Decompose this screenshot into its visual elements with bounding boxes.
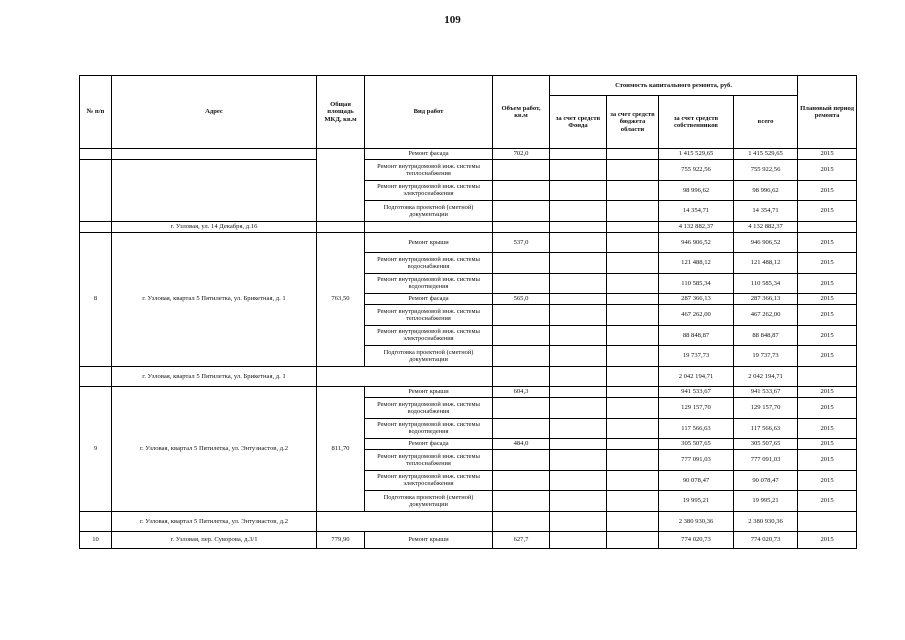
capital-repair-table: [79, 75, 857, 549]
cell-volume: [493, 273, 550, 294]
cell-total: 14 354,71: [734, 201, 798, 222]
cell-budget: [607, 470, 659, 491]
cell-period: 2015: [798, 470, 857, 491]
header-volume: Объем работ, кв.м: [493, 76, 550, 149]
cell-address: г. Узловая, квартал 5 Пятилетка, ул. Брикетная, д. 1: [112, 232, 317, 366]
cell-total: 88 848,87: [734, 325, 798, 346]
cell-area: 811,70: [317, 387, 365, 512]
cell-total: 129 157,70: [734, 398, 798, 419]
cell-owners: 98 996,62: [659, 180, 734, 201]
subtotal-owners: 2 380 930,36: [659, 511, 734, 532]
cell-work: Подготовка проектной (сметной) документации: [365, 201, 493, 222]
cell-budget: [607, 294, 659, 305]
table-row: [80, 387, 857, 398]
cell-fund: [550, 387, 607, 398]
cell-address: г. Узловая, квартал 5 Пятилетка, ул. Энтузиастов, д.2: [112, 387, 317, 512]
row-number: 10: [80, 532, 112, 549]
cell-work: Подготовка проектной (сметной) документации: [365, 346, 493, 367]
subtotal-owners: 4 132 882,37: [659, 221, 734, 232]
cell-area: [317, 149, 365, 222]
cell-volume: 604,3: [493, 387, 550, 398]
row-number: 9: [80, 387, 112, 512]
cell-total: 287 366,13: [734, 294, 798, 305]
header-cost-group: Стоимость капитального ремонта, руб.: [550, 76, 798, 96]
cell-volume: [493, 201, 550, 222]
cell-total: 110 585,34: [734, 273, 798, 294]
cell-work: Ремонт внутридомовой инж. системы водоотведения: [365, 273, 493, 294]
header-work-type: Вид работ: [365, 76, 493, 149]
cell-owners: 941 533,67: [659, 387, 734, 398]
table-row: [80, 160, 857, 181]
subtotal-total: 2 380 930,36: [734, 511, 798, 532]
cell-volume: [493, 180, 550, 201]
cell-work: Ремонт крыши: [365, 387, 493, 398]
cell-fund: [550, 398, 607, 419]
cell-owners: 14 354,71: [659, 201, 734, 222]
cell-address: [112, 160, 317, 222]
cell-period: 2015: [798, 305, 857, 326]
cell-budget: [607, 532, 659, 549]
header-total: всего: [734, 96, 798, 149]
cell-period: 2015: [798, 180, 857, 201]
cell-fund: [550, 221, 607, 232]
header-area: Общая площадь МКД, кв.м: [317, 76, 365, 149]
cell-volume: 627,7: [493, 532, 550, 549]
cell-fund: [550, 439, 607, 450]
cell-num: [80, 221, 112, 232]
cell-work: Ремонт внутридомовой инж. системы теплоснабжения: [365, 450, 493, 471]
subtotal-row: [80, 366, 857, 387]
cell-budget: [607, 149, 659, 160]
cell-owners: 305 507,65: [659, 439, 734, 450]
cell-owners: 117 566,63: [659, 418, 734, 439]
cell-fund: [550, 232, 607, 253]
table-row: [80, 149, 857, 160]
subtotal-total: 2 042 194,71: [734, 366, 798, 387]
cell-work: Ремонт фасада: [365, 149, 493, 160]
cell-total: 121 488,12: [734, 253, 798, 274]
header-owners: за счет средств собственников: [659, 96, 734, 149]
cell-fund: [550, 149, 607, 160]
table-body: [80, 149, 857, 549]
cell-owners: 774 020,73: [659, 532, 734, 549]
cell-owners: 19 995,21: [659, 491, 734, 512]
header-fund: за счет средств Фонда: [550, 96, 607, 149]
cell-num: [80, 160, 112, 222]
cell-fund: [550, 366, 607, 387]
cell-total: 467 262,00: [734, 305, 798, 326]
cell-total: 117 566,63: [734, 418, 798, 439]
cell-num: [80, 511, 112, 532]
cell-period: 2015: [798, 253, 857, 274]
cell-owners: 467 262,00: [659, 305, 734, 326]
table-row: [80, 532, 857, 549]
cell-period: 2015: [798, 418, 857, 439]
cell-total: 941 533,67: [734, 387, 798, 398]
cell-period: 2015: [798, 346, 857, 367]
cell-owners: 287 366,13: [659, 294, 734, 305]
cell-work: Ремонт внутридомовой инж. системы водоснабжения: [365, 253, 493, 274]
cell-period: 2015: [798, 294, 857, 305]
cell-budget: [607, 346, 659, 367]
cell-total: 1 415 529,65: [734, 149, 798, 160]
row-number: 8: [80, 232, 112, 366]
subtotal-row: [80, 511, 857, 532]
cell-work: Ремонт внутридомовой инж. системы электроснабжения: [365, 180, 493, 201]
header-num: № п/п: [80, 76, 112, 149]
cell-work: [365, 221, 493, 232]
cell-address: г. Узловая, пер. Суворова, д.3/1: [112, 532, 317, 549]
cell-period: 2015: [798, 532, 857, 549]
subtotal-address: г. Узловая, квартал 5 Пятилетка, ул. Энтузиастов, д.2: [112, 511, 317, 532]
cell-volume: [493, 160, 550, 181]
cell-fund: [550, 418, 607, 439]
cell-budget: [607, 180, 659, 201]
cell-period: 2015: [798, 450, 857, 471]
page-number: 109: [444, 14, 461, 26]
cell-empty: [317, 366, 493, 387]
cell-budget: [607, 398, 659, 419]
cell-work: Ремонт внутридомовой инж. системы теплоснабжения: [365, 305, 493, 326]
cell-owners: 946 906,52: [659, 232, 734, 253]
cell-fund: [550, 491, 607, 512]
cell-fund: [550, 532, 607, 549]
cell-fund: [550, 180, 607, 201]
cell-address: [112, 149, 317, 160]
cell-budget: [607, 325, 659, 346]
cell-fund: [550, 160, 607, 181]
cell-area: 763,50: [317, 232, 365, 366]
cell-period: 2015: [798, 232, 857, 253]
cell-owners: 1 415 529,65: [659, 149, 734, 160]
header-budget: за счет средств бюджета области: [607, 96, 659, 149]
cell-work: Ремонт внутридомовой инж. системы водоснабжения: [365, 398, 493, 419]
cell-volume: [493, 366, 550, 387]
cell-volume: [493, 418, 550, 439]
cell-total: 774 020,73: [734, 532, 798, 549]
cell-work: Ремонт внутридомовой инж. системы электроснабжения: [365, 470, 493, 491]
cell-owners: 777 091,03: [659, 450, 734, 471]
cell-budget: [607, 221, 659, 232]
cell-fund: [550, 511, 607, 532]
cell-period: 2015: [798, 491, 857, 512]
cell-total: 305 507,65: [734, 439, 798, 450]
cell-volume: [493, 470, 550, 491]
subtotal-address: г. Узловая, квартал 5 Пятилетка, ул. Брикетная, д. 1: [112, 366, 317, 387]
cell-period: 2015: [798, 149, 857, 160]
cell-period: 2015: [798, 387, 857, 398]
cell-volume: 565,0: [493, 294, 550, 305]
cell-work: Ремонт внутридомовой инж. системы теплоснабжения: [365, 160, 493, 181]
cell-period: 2015: [798, 160, 857, 181]
table-header: [80, 76, 857, 149]
cell-total: 755 922,56: [734, 160, 798, 181]
cell-owners: 121 488,12: [659, 253, 734, 274]
cell-volume: [493, 491, 550, 512]
cell-owners: 110 585,34: [659, 273, 734, 294]
cell-work: Подготовка проектной (сметной) документации: [365, 491, 493, 512]
cell-volume: [493, 325, 550, 346]
cell-volume: 702,0: [493, 149, 550, 160]
cell-work: Ремонт фасада: [365, 439, 493, 450]
cell-budget: [607, 232, 659, 253]
cell-total: 90 078,47: [734, 470, 798, 491]
cell-total: 19 995,21: [734, 491, 798, 512]
cell-budget: [607, 439, 659, 450]
cell-period: 2015: [798, 398, 857, 419]
cell-area: [317, 221, 365, 232]
cell-fund: [550, 346, 607, 367]
cell-work: Ремонт фасада: [365, 294, 493, 305]
cell-budget: [607, 491, 659, 512]
cell-budget: [607, 511, 659, 532]
cell-budget: [607, 201, 659, 222]
cell-num: [80, 366, 112, 387]
cell-work: Ремонт крыши: [365, 532, 493, 549]
cell-budget: [607, 387, 659, 398]
cell-period: 2015: [798, 439, 857, 450]
cell-period: [798, 511, 857, 532]
cell-budget: [607, 366, 659, 387]
subtotal-row: [80, 221, 857, 232]
cell-owners: 90 078,47: [659, 470, 734, 491]
header-period: Плановый период ремонта: [798, 76, 857, 149]
cell-period: 2015: [798, 325, 857, 346]
cell-total: 19 737,73: [734, 346, 798, 367]
cell-period: [798, 221, 857, 232]
cell-fund: [550, 201, 607, 222]
cell-owners: 129 157,70: [659, 398, 734, 419]
cell-empty: [317, 511, 493, 532]
cell-total: 777 091,03: [734, 450, 798, 471]
cell-period: 2015: [798, 273, 857, 294]
cell-budget: [607, 450, 659, 471]
cell-volume: [493, 511, 550, 532]
cell-fund: [550, 305, 607, 326]
cell-area: 779,90: [317, 532, 365, 549]
header-address: Адрес: [112, 76, 317, 149]
cell-fund: [550, 253, 607, 274]
cell-budget: [607, 160, 659, 181]
cell-volume: [493, 221, 550, 232]
cell-fund: [550, 470, 607, 491]
cell-owners: 19 737,73: [659, 346, 734, 367]
cell-total: 98 996,62: [734, 180, 798, 201]
cell-work: Ремонт крыши: [365, 232, 493, 253]
subtotal-address: г. Узловая, ул. 14 Декабря, д.16: [112, 221, 317, 232]
cell-volume: [493, 450, 550, 471]
cell-volume: 537,0: [493, 232, 550, 253]
subtotal-total: 4 132 882,37: [734, 221, 798, 232]
cell-work: Ремонт внутридомовой инж. системы водоотведения: [365, 418, 493, 439]
cell-volume: [493, 253, 550, 274]
cell-volume: [493, 346, 550, 367]
cell-fund: [550, 294, 607, 305]
cell-period: 2015: [798, 201, 857, 222]
subtotal-owners: 2 042 194,71: [659, 366, 734, 387]
cell-volume: 484,0: [493, 439, 550, 450]
cell-num: [80, 149, 112, 160]
cell-budget: [607, 273, 659, 294]
table-row: [80, 232, 857, 253]
cell-total: 946 906,52: [734, 232, 798, 253]
cell-fund: [550, 273, 607, 294]
cell-budget: [607, 418, 659, 439]
cell-owners: 755 922,56: [659, 160, 734, 181]
cell-budget: [607, 305, 659, 326]
cell-fund: [550, 450, 607, 471]
cell-fund: [550, 325, 607, 346]
cell-work: Ремонт внутридомовой инж. системы электроснабжения: [365, 325, 493, 346]
cell-period: [798, 366, 857, 387]
cell-owners: 88 848,87: [659, 325, 734, 346]
cell-budget: [607, 253, 659, 274]
cell-volume: [493, 305, 550, 326]
cell-volume: [493, 398, 550, 419]
